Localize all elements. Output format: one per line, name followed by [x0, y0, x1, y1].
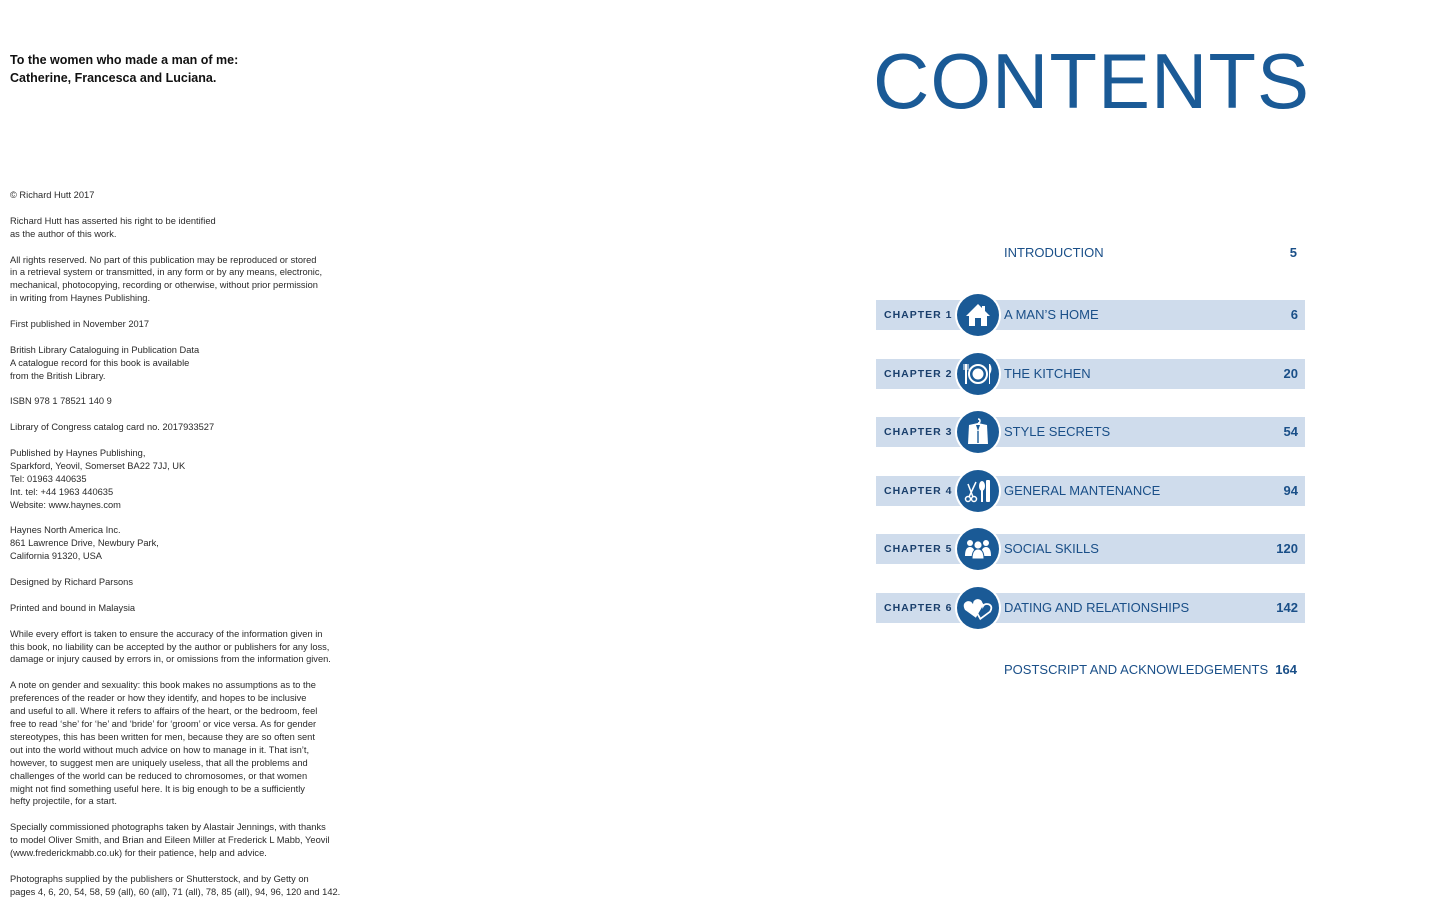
imprint-line: Published by Haynes Publishing,	[10, 448, 146, 459]
chapter-number: CHAPTER 1	[884, 309, 953, 321]
imprint-line: A note on gender and sexuality: this book makes no assumptions as to the	[10, 680, 316, 691]
imprint-line: 861 Lawrence Drive, Newbury Park,	[10, 538, 159, 549]
imprint-paragraph	[10, 679, 340, 808]
imprint-paragraph	[10, 576, 340, 589]
imprint-paragraph	[10, 602, 340, 615]
imprint-line: as the author of this work.	[10, 228, 117, 239]
dedication	[10, 51, 238, 87]
toc-postscript-label: POSTSCRIPT AND ACKNOWLEDGEMENTS	[1004, 662, 1269, 677]
imprint-paragraph	[10, 447, 340, 512]
grooming-tools-icon	[957, 470, 999, 512]
imprint-line: Tel: 01963 440635	[10, 473, 87, 484]
hearts-icon	[957, 587, 999, 629]
imprint-line: British Library Cataloguing in Publication Data	[10, 344, 200, 355]
imprint-line: Printed and bound in Malaysia	[10, 602, 136, 613]
dedication-line: Catherine, Francesca and Luciana.	[10, 71, 217, 85]
imprint-line: in writing from Haynes Publishing.	[10, 293, 151, 304]
chapter-page: 94	[1283, 483, 1298, 498]
chapter-title: DATING AND RELATIONSHIPS	[1004, 600, 1190, 615]
chapter-number: CHAPTER 6	[884, 602, 953, 614]
toc-chapter-6[interactable]	[876, 593, 1305, 623]
toc-chapter-2[interactable]	[876, 359, 1305, 389]
imprint-line: pages 4, 6, 20, 54, 58, 59 (all), 60 (all), 71 (all), 78, 85 (all), 94, 96, 120 and 142.	[10, 886, 341, 897]
imprint-paragraph	[10, 318, 340, 331]
people-group-icon	[957, 528, 999, 570]
toc-introduction-page: 5	[1289, 245, 1297, 260]
imprint-line: Photographs supplied by the publishers or Shutterstock, and by Getty on	[10, 873, 309, 884]
imprint-paragraph	[10, 395, 340, 408]
chapter-number: CHAPTER 4	[884, 485, 953, 497]
imprint-text	[10, 189, 340, 912]
imprint-paragraph	[10, 215, 340, 241]
imprint-line: to model Oliver Smith, and Brian and Eileen Miller at Frederick L Mabb, Yeovil	[10, 835, 330, 846]
chapter-page: 54	[1283, 424, 1298, 439]
toc-chapter-3[interactable]	[876, 417, 1305, 447]
imprint-line: might not find something useful here. It is big enough to be a sufficiently	[10, 783, 305, 794]
chapter-page: 120	[1276, 541, 1298, 556]
chapter-page: 20	[1283, 366, 1298, 381]
chapter-title: SOCIAL SKILLS	[1004, 541, 1099, 556]
toc-postscript[interactable]	[1004, 660, 1304, 680]
imprint-line: All rights reserved. No part of this publication may be reproduced or stored	[10, 254, 317, 265]
imprint-line: First published in November 2017	[10, 319, 150, 330]
imprint-line: free to read ‘she’ for ‘he’ and ‘bride’ for ‘groom’ or vice versa. As for gender	[10, 718, 317, 729]
imprint-line: out into the world without much advice on how to manage in it. That isn’t,	[10, 744, 310, 755]
toc-postscript-page: 164	[1275, 662, 1297, 677]
imprint-paragraph	[10, 189, 340, 202]
imprint-line: and useful to all. Where it refers to affairs of the heart, or the bedroom, feel	[10, 706, 318, 717]
imprint-paragraph	[10, 421, 340, 434]
chapter-title: STYLE SECRETS	[1004, 424, 1111, 439]
chapter-page: 6	[1290, 307, 1298, 322]
imprint-line: challenges of the world can be reduced to chromosomes, or that women	[10, 770, 308, 781]
imprint-line: mechanical, photocopying, recording or otherwise, without prior permission	[10, 280, 318, 291]
imprint-line: Sparkford, Yeovil, Somerset BA22 7JJ, UK	[10, 460, 186, 471]
toc-chapter-4[interactable]	[876, 476, 1305, 506]
imprint-line: hefty projectile, for a start.	[10, 796, 117, 807]
imprint-line: stereotypes, this has been written for men, because they are so often sent	[10, 731, 315, 742]
chapter-title: GENERAL MANTENANCE	[1004, 483, 1161, 498]
imprint-line: ISBN 978 1 78521 140 9	[10, 396, 112, 407]
imprint-paragraph	[10, 873, 340, 899]
imprint-line: Designed by Richard Parsons	[10, 577, 133, 588]
imprint-line: Specially commissioned photographs taken by Alastair Jennings, with thanks	[10, 822, 326, 833]
imprint-line: Website: www.haynes.com	[10, 499, 121, 510]
imprint-line: however, to suggest men are uniquely useless, that all the problems and	[10, 757, 308, 768]
chapter-title: THE KITCHEN	[1004, 366, 1091, 381]
plate-cutlery-icon	[957, 353, 999, 395]
shirt-hanger-icon	[957, 411, 999, 453]
toc-introduction-label: INTRODUCTION	[1004, 245, 1104, 260]
imprint-line: preferences of the reader or how they identify, and hopes to be inclusive	[10, 693, 307, 704]
chapter-page: 142	[1276, 600, 1298, 615]
imprint-line: Haynes North America Inc.	[10, 525, 121, 536]
chapter-number: CHAPTER 5	[884, 543, 953, 555]
imprint-line: Int. tel: +44 1963 440635	[10, 486, 114, 497]
imprint-paragraph	[10, 628, 340, 667]
imprint-line: © Richard Hutt 2017	[10, 190, 95, 200]
imprint-line: from the British Library.	[10, 370, 106, 381]
imprint-line: California 91320, USA	[10, 551, 102, 562]
chapter-title: A MAN’S HOME	[1004, 307, 1099, 322]
toc-chapter-1[interactable]	[876, 300, 1305, 330]
toc-introduction[interactable]	[1004, 243, 1304, 263]
toc-chapter-5[interactable]	[876, 534, 1305, 564]
chapter-number: CHAPTER 2	[884, 368, 953, 380]
imprint-line: A catalogue record for this book is available	[10, 357, 190, 368]
imprint-paragraph	[10, 821, 340, 860]
house-icon	[957, 294, 999, 336]
imprint-line: damage or injury caused by errors in, or omissions from the information given.	[10, 654, 331, 665]
imprint-line: (www.frederickmabb.co.uk) for their patience, help and advice.	[10, 848, 267, 859]
imprint-line: in a retrieval system or transmitted, in any form or by any means, electronic,	[10, 267, 323, 278]
imprint-paragraph	[10, 254, 340, 306]
imprint-line: Richard Hutt has asserted his right to be identified	[10, 215, 216, 226]
imprint-line: Library of Congress catalog card no. 2017933527	[10, 422, 215, 433]
imprint-line: this book, no liability can be accepted by the author or publishers for any loss,	[10, 641, 330, 652]
imprint-paragraph	[10, 524, 340, 563]
imprint-line: While every effort is taken to ensure the accuracy of the information given in	[10, 628, 323, 639]
imprint-paragraph	[10, 344, 340, 383]
chapter-number: CHAPTER 3	[884, 426, 953, 438]
dedication-line: To the women who made a man of me:	[10, 53, 239, 67]
contents-title: CONTENTS	[873, 37, 1310, 125]
